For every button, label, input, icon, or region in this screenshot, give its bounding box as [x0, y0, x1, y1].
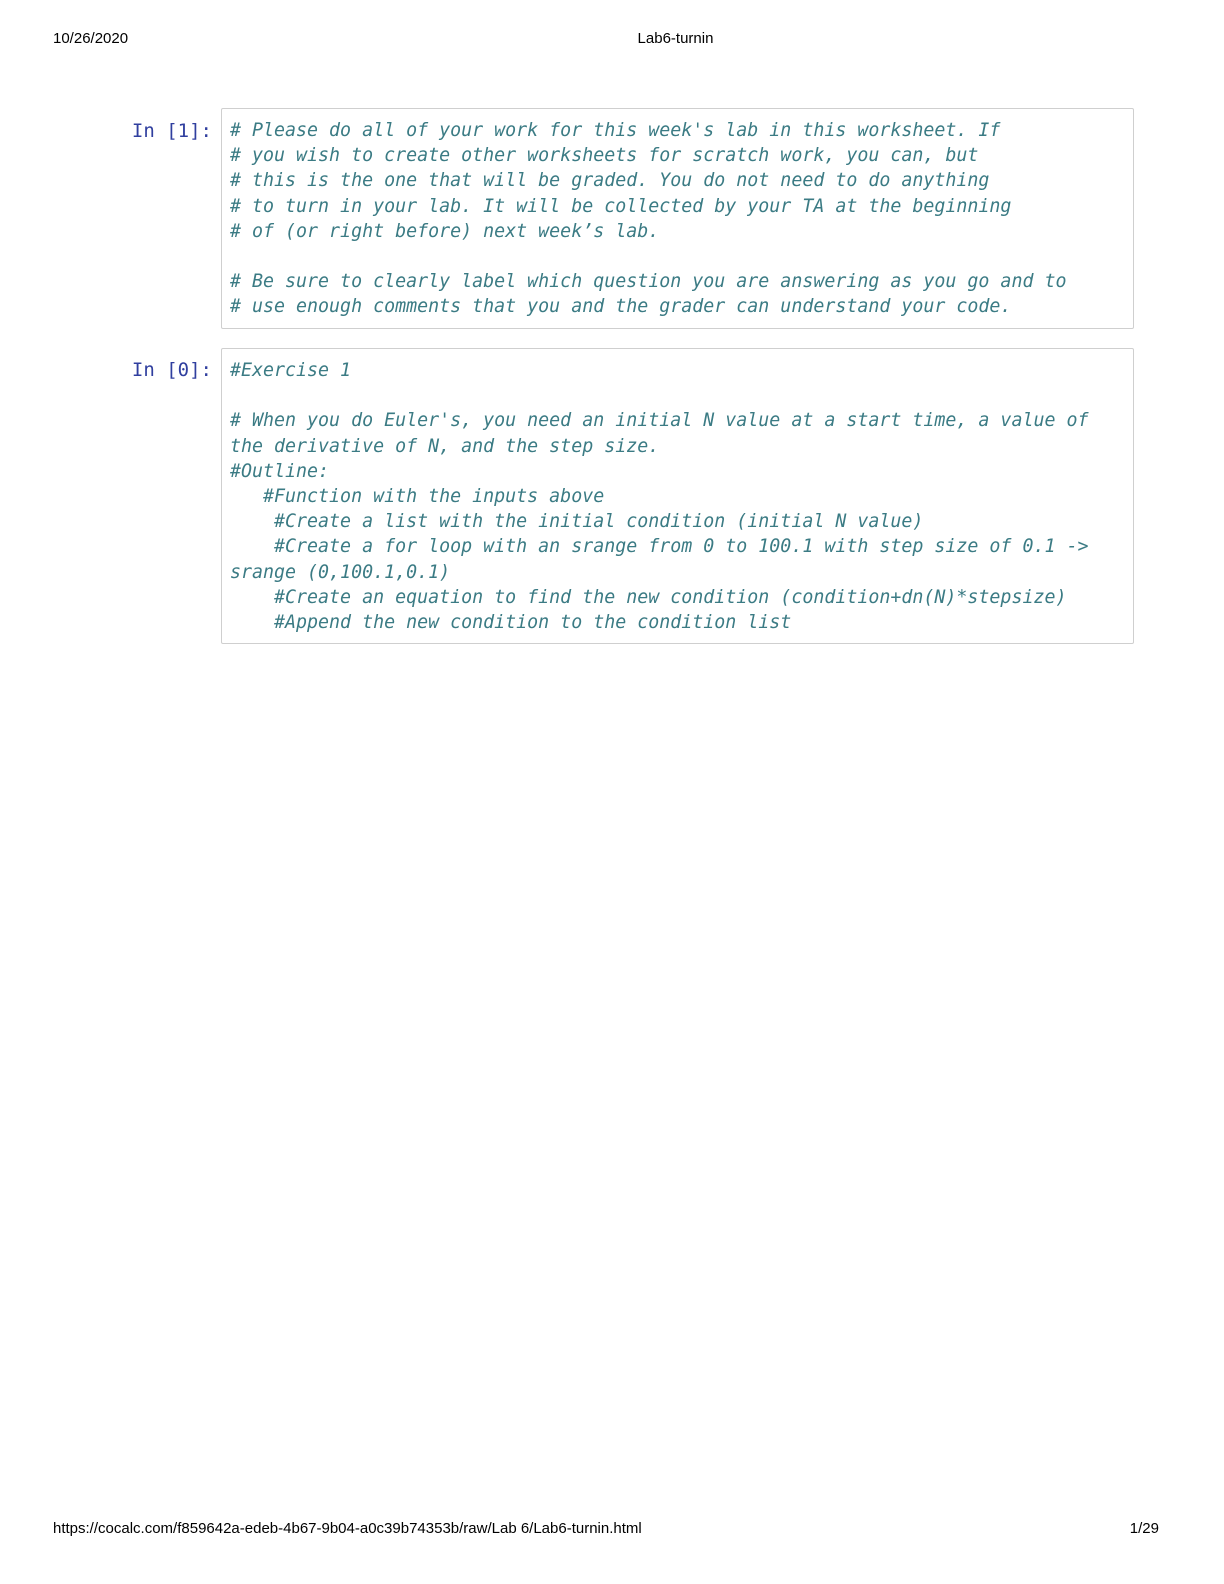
code-line: # use enough comments that you and the grader can understand your code. — [230, 296, 1012, 318]
code-line: #Outline: — [230, 460, 330, 482]
code-line: #Create a list with the initial condition (initial N value) — [230, 511, 924, 533]
code-line: # you wish to create other worksheets for scratch work, you can, but — [230, 145, 979, 167]
page-title: Lab6-turnin — [637, 30, 714, 47]
code-line — [230, 244, 1125, 269]
code-line: the derivative of N, and the step size. — [230, 435, 660, 457]
code-line: # Please do all of your work for this week's lab in this worksheet. If — [230, 120, 1001, 141]
code-line: srange (0,100.1,0.1) — [230, 561, 451, 583]
code-line: # When you do Euler's, you need an initial N value at a start time, a value of — [230, 410, 1089, 432]
code-line: #Exercise 1 — [230, 360, 352, 381]
code-line: #Append the new condition to the condition list — [230, 611, 792, 633]
code-line: # of (or right before) next week’s lab. — [230, 220, 660, 242]
code-line: # to turn in your lab. It will be collected by your TA at the beginning — [230, 195, 1012, 217]
page-number: 1/29 — [1129, 1520, 1159, 1537]
cell-prompt: In [0]: — [131, 359, 212, 381]
code-input-area[interactable] — [221, 348, 1134, 644]
code-line: # Be sure to clearly label which question you are answering as you go and to — [230, 271, 1067, 293]
code-line: # this is the one that will be graded. You do not need to do anything — [230, 170, 990, 192]
print-date: 10/26/2020 — [53, 30, 129, 47]
code-line: #Create an equation to find the new condition (condition+dn(N)*stepsize) — [230, 586, 1067, 608]
code-line: #Function with the inputs above — [230, 485, 605, 507]
code-line: #Create a for loop with an srange from 0 to 100.1 with step size of 0.1 -> — [230, 536, 1089, 558]
print-footer-url: https://cocalc.com/f859642a-edeb-4b67-9b04-a0c39b74353b/raw/Lab 6/Lab6-turnin.html — [53, 1520, 642, 1537]
code-input-area[interactable] — [221, 108, 1134, 329]
cell-prompt: In [1]: — [131, 120, 212, 142]
code-line — [230, 383, 1125, 408]
